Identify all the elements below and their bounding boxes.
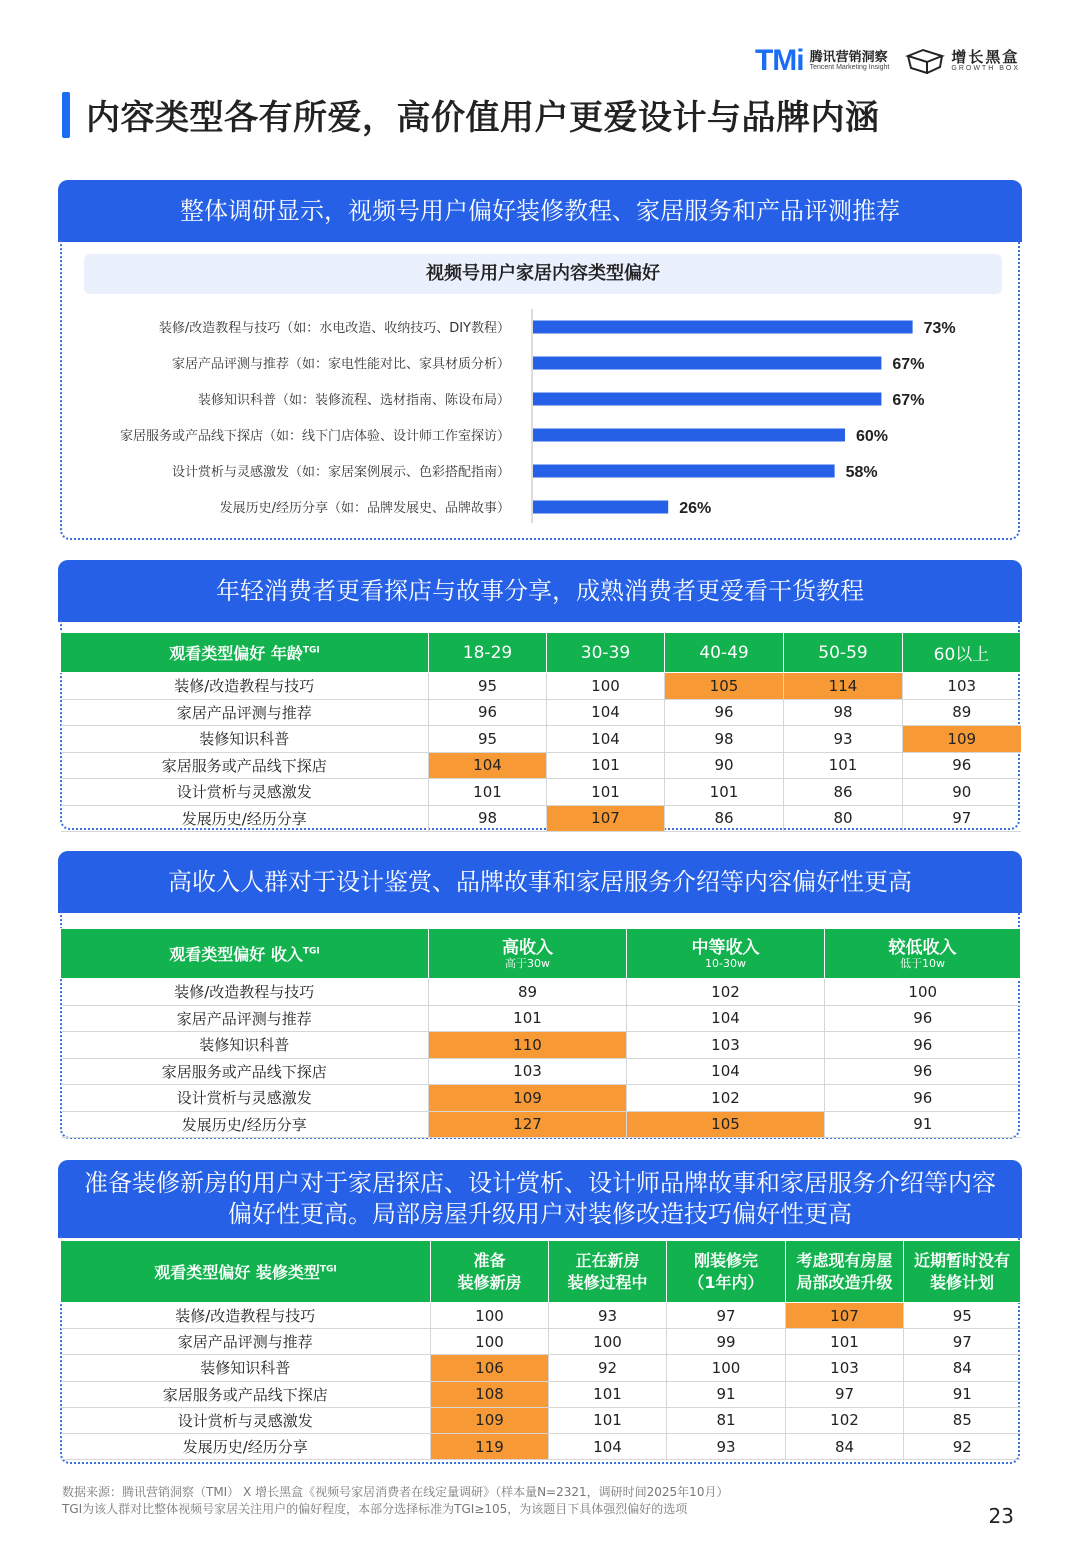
tgi-cell: 100 (547, 673, 665, 700)
column-header: 30-39 (547, 633, 665, 673)
tgi-cell: 103 (786, 1355, 904, 1381)
tgi-cell: 101 (547, 779, 665, 806)
tgi-cell: 101 (549, 1381, 667, 1407)
tgi-cell: 104 (547, 699, 665, 726)
tgi-cell: 97 (904, 1329, 1021, 1355)
column-header: 18-29 (429, 633, 547, 673)
tgi-cell-highlight: 114 (784, 673, 903, 700)
tgi-cell: 96 (665, 699, 784, 726)
tgi-cell-highlight: 104 (429, 752, 547, 779)
bar (533, 393, 881, 406)
column-header-label: 较低收入 (888, 938, 957, 958)
tgi-cell: 84 (904, 1355, 1021, 1381)
table-row (61, 1058, 1021, 1085)
page-title: 内容类型各有所爱，高价值用户更爱设计与品牌内涵 (86, 98, 880, 138)
tgi-cell: 93 (667, 1433, 786, 1459)
table-row (61, 1303, 1021, 1329)
table-row (61, 1032, 1021, 1059)
tgi-cell: 101 (784, 752, 903, 779)
bar (533, 357, 881, 370)
row-label: 家居服务或产品线下探店 (61, 1381, 431, 1407)
column-header-sub: 高于30w (505, 957, 550, 970)
tgi-cell: 101 (665, 779, 784, 806)
column-header-line1: 近期暂时没有 (913, 1250, 1010, 1270)
table-header-label (61, 929, 429, 979)
section4-heading-line1: 准备装修新房的用户对于家居探店、设计赏析、设计师品牌故事和家居服务介绍等内容 (84, 1169, 996, 1197)
tgi-cell: 98 (429, 805, 547, 832)
column-header (825, 929, 1021, 979)
section4-heading-line2: 偏好性更高。局部房屋升级用户对装修改造技巧偏好性更高 (228, 1200, 852, 1228)
table-row (61, 699, 1021, 726)
tgi-cell: 101 (786, 1329, 904, 1355)
chart-title: 视频号用户家居内容类型偏好 (84, 254, 1002, 294)
table-header-row (61, 1241, 1021, 1303)
row-label: 家居产品评测与推荐 (61, 1005, 429, 1032)
row-label: 家居产品评测与推荐 (61, 1329, 431, 1355)
tgi-cell: 91 (667, 1381, 786, 1407)
tgi-cell-highlight: 108 (431, 1381, 549, 1407)
tgi-cell-highlight: 110 (429, 1032, 627, 1059)
tgi-cell-highlight: 107 (547, 805, 665, 832)
tgi-cell: 103 (429, 1058, 627, 1085)
bar-value-label: 26% (679, 500, 712, 517)
bar-category-label: 发展历史/经历分享（如：品牌发展史、品牌故事） (219, 501, 510, 516)
tgi-cell: 102 (786, 1407, 904, 1433)
section3-heading (58, 851, 1022, 913)
box-icon (905, 48, 945, 74)
bar-chart (60, 305, 1020, 535)
source-note: 数据来源：腾讯营销洞察（TMI） X 增长黑盒《视频号家居消费者在线定量调研》（样本量N=2321，调研时间2025年10月） (62, 1485, 729, 1499)
tgi-cell: 96 (429, 699, 547, 726)
column-header: 40-49 (665, 633, 784, 673)
tgi-cell: 100 (431, 1303, 549, 1329)
bar-value-label: 60% (856, 428, 889, 445)
bar-category-label: 装修知识科普（如：装修流程、选材指南、陈设布局） (197, 393, 510, 408)
tgi-cell: 103 (903, 673, 1021, 700)
header-label-text: 观看类型偏好 收入 (169, 945, 303, 964)
row-label: 装修/改造教程与技巧 (61, 1303, 431, 1329)
column-header-line1: 正在新房 (575, 1250, 640, 1270)
tgi-superscript: TGI (319, 1264, 337, 1275)
table-header-row (61, 929, 1021, 979)
growthbox-logo (905, 48, 1020, 74)
tgi-cell: 104 (627, 1058, 825, 1085)
tgi-cell: 86 (665, 805, 784, 832)
bar-category-label: 设计赏析与灵感激发（如：家居案例展示、色彩搭配指南） (171, 465, 510, 480)
table-row (61, 1085, 1021, 1112)
bar (533, 429, 845, 442)
bar-category-label: 家居服务或产品线下探店（如：线下门店体验、设计师工作室探访） (119, 429, 510, 444)
tgi-cell: 95 (429, 673, 547, 700)
tgi-cell: 96 (825, 1085, 1021, 1112)
row-label: 家居服务或产品线下探店 (61, 1058, 429, 1085)
row-label: 设计赏析与灵感激发 (61, 1085, 429, 1112)
column-header-line1: 考虑现有房屋 (796, 1250, 893, 1270)
table-row (61, 673, 1021, 700)
table-row (61, 726, 1021, 753)
tgi-cell: 98 (665, 726, 784, 753)
tgi-cell: 85 (904, 1407, 1021, 1433)
tgi-cell-highlight: 106 (431, 1355, 549, 1381)
column-header (786, 1241, 904, 1303)
table-row (61, 1355, 1021, 1381)
column-header-line2: （1年内） (688, 1272, 764, 1292)
tmi-logo (755, 44, 889, 78)
tgi-cell: 86 (784, 779, 903, 806)
column-header-line2: 装修计划 (929, 1272, 994, 1292)
column-header-label: 高收入 (502, 938, 553, 958)
header-logos (755, 44, 1020, 78)
bar-value-label: 67% (892, 392, 925, 409)
table-header-label (61, 1241, 431, 1303)
tgi-cell: 89 (903, 699, 1021, 726)
tgi-cell-highlight: 109 (429, 1085, 627, 1112)
section1-heading (58, 180, 1022, 242)
column-header-sub: 低于10w (900, 957, 945, 970)
section3-heading-text: 高收入人群对于设计鉴赏、品牌故事和家居服务介绍等内容偏好性更高 (168, 868, 912, 896)
renovation-tgi-table (60, 1240, 1021, 1460)
tgi-cell: 102 (627, 1085, 825, 1112)
tgi-cell: 96 (825, 1058, 1021, 1085)
tgi-cell: 103 (627, 1032, 825, 1059)
tgi-cell: 104 (627, 1005, 825, 1032)
bar-value-label: 58% (845, 464, 878, 481)
column-header: 50-59 (784, 633, 903, 673)
table-row (61, 779, 1021, 806)
column-header (667, 1241, 786, 1303)
column-header: 60以上 (903, 633, 1021, 673)
tgi-cell: 100 (825, 979, 1021, 1006)
table-row (61, 1111, 1021, 1138)
section2-heading (58, 560, 1022, 622)
tgi-cell-highlight: 109 (903, 726, 1021, 753)
tgi-cell-highlight: 119 (431, 1433, 549, 1459)
row-label: 设计赏析与灵感激发 (61, 779, 429, 806)
tgi-cell: 91 (904, 1381, 1021, 1407)
row-label: 装修/改造教程与技巧 (61, 673, 429, 700)
tgi-cell: 84 (786, 1433, 904, 1459)
tgi-cell: 97 (903, 805, 1021, 832)
column-header-label: 中等收入 (691, 938, 760, 958)
tgi-cell: 101 (429, 779, 547, 806)
column-header-line2: 装修过程中 (567, 1272, 648, 1292)
column-header (549, 1241, 667, 1303)
page-number: 23 (988, 1504, 1014, 1528)
income-tgi-table (60, 928, 1021, 1138)
tgi-superscript: TGI (302, 645, 320, 656)
tmi-name-en: Tencent Marketing Insight (809, 64, 890, 72)
column-header (431, 1241, 549, 1303)
tgi-cell: 96 (825, 1032, 1021, 1059)
column-header-line1: 准备 (473, 1250, 506, 1270)
tgi-cell: 81 (667, 1407, 786, 1433)
tgi-cell: 100 (431, 1329, 549, 1355)
tgi-cell-highlight: 109 (431, 1407, 549, 1433)
row-label: 设计赏析与灵感激发 (61, 1407, 431, 1433)
tgi-cell: 90 (903, 779, 1021, 806)
tgi-cell: 101 (429, 1005, 627, 1032)
column-header-line2: 装修新房 (457, 1272, 522, 1292)
column-header (627, 929, 825, 979)
section4-heading (58, 1160, 1022, 1238)
header-label-text: 观看类型偏好 年龄 (169, 644, 303, 663)
column-header (904, 1241, 1021, 1303)
section1-heading-text: 整体调研显示，视频号用户偏好装修教程、家居服务和产品评测推荐 (180, 197, 900, 225)
growthbox-name-cn: 增长黑盒 (951, 47, 1020, 66)
growthbox-name-en: GROWTH BOX (951, 65, 1020, 73)
bar (533, 465, 835, 478)
tmi-name-cn: 腾讯营销洞察 (809, 49, 888, 65)
row-label: 装修/改造教程与技巧 (61, 979, 429, 1006)
tgi-cell: 97 (667, 1303, 786, 1329)
page-title-block (62, 90, 880, 139)
tgi-cell-highlight: 105 (627, 1111, 825, 1138)
tgi-note: TGI为该人群对比整体视频号家居关注用户的偏好程度，本部分选择标准为TGI≥105，为该题目下具体强烈偏好的选项 (62, 1502, 688, 1516)
section2-heading-text: 年轻消费者更看探店与故事分享，成熟消费者更爱看干货教程 (216, 577, 864, 605)
bar-value-label: 67% (892, 356, 925, 373)
table-header-row (61, 633, 1021, 673)
bar-category-label: 家居产品评测与推荐（如：家电性能对比、家具材质分析） (171, 357, 510, 372)
table-header-label (61, 633, 429, 673)
tgi-cell: 96 (903, 752, 1021, 779)
row-label: 家居产品评测与推荐 (61, 699, 429, 726)
tgi-cell: 95 (904, 1303, 1021, 1329)
row-label: 装修知识科普 (61, 1032, 429, 1059)
row-label: 装修知识科普 (61, 1355, 431, 1381)
row-label: 发展历史/经历分享 (61, 1433, 431, 1459)
table-row (61, 979, 1021, 1006)
header-label-text: 观看类型偏好 装修类型 (154, 1263, 320, 1282)
table-row (61, 1329, 1021, 1355)
age-tgi-table (60, 632, 1021, 832)
tgi-cell-highlight: 107 (786, 1303, 904, 1329)
tgi-cell: 92 (549, 1355, 667, 1381)
title-accent-bar (62, 92, 70, 138)
tmi-mark: TMi (754, 44, 804, 77)
table-row (61, 805, 1021, 832)
table-row (61, 1407, 1021, 1433)
column-header-line1: 刚装修完 (693, 1250, 758, 1270)
table-row (61, 1381, 1021, 1407)
tgi-cell-highlight: 127 (429, 1111, 627, 1138)
tgi-cell: 90 (665, 752, 784, 779)
tgi-cell-highlight: 105 (665, 673, 784, 700)
row-label: 发展历史/经历分享 (61, 805, 429, 832)
tgi-cell: 104 (549, 1433, 667, 1459)
tgi-cell: 101 (549, 1407, 667, 1433)
bar (533, 321, 913, 334)
tgi-cell: 96 (825, 1005, 1021, 1032)
tgi-cell: 101 (547, 752, 665, 779)
column-header (429, 929, 627, 979)
tgi-cell: 98 (784, 699, 903, 726)
row-label: 装修知识科普 (61, 726, 429, 753)
tgi-cell: 102 (627, 979, 825, 1006)
bar-category-label: 装修/改造教程与技巧（如：水电改造、收纳技巧、DIY教程） (158, 321, 510, 336)
table-row (61, 752, 1021, 779)
tgi-cell: 95 (429, 726, 547, 753)
row-label: 家居服务或产品线下探店 (61, 752, 429, 779)
tgi-cell: 89 (429, 979, 627, 1006)
tgi-cell: 80 (784, 805, 903, 832)
footnote (62, 1484, 728, 1518)
tgi-cell: 99 (667, 1329, 786, 1355)
column-header-sub: 10-30w (705, 957, 746, 970)
tgi-cell: 100 (667, 1355, 786, 1381)
tgi-superscript: TGI (302, 946, 320, 957)
table-row (61, 1005, 1021, 1032)
tgi-cell: 93 (549, 1303, 667, 1329)
tgi-cell: 93 (784, 726, 903, 753)
table-row (61, 1433, 1021, 1459)
tgi-cell: 91 (825, 1111, 1021, 1138)
row-label: 发展历史/经历分享 (61, 1111, 429, 1138)
tgi-cell: 92 (904, 1433, 1021, 1459)
tgi-cell: 97 (786, 1381, 904, 1407)
tgi-cell: 100 (549, 1329, 667, 1355)
column-header-line2: 局部改造升级 (796, 1272, 893, 1292)
bar (533, 501, 668, 514)
bar-value-label: 73% (923, 320, 956, 337)
tgi-cell: 104 (547, 726, 665, 753)
